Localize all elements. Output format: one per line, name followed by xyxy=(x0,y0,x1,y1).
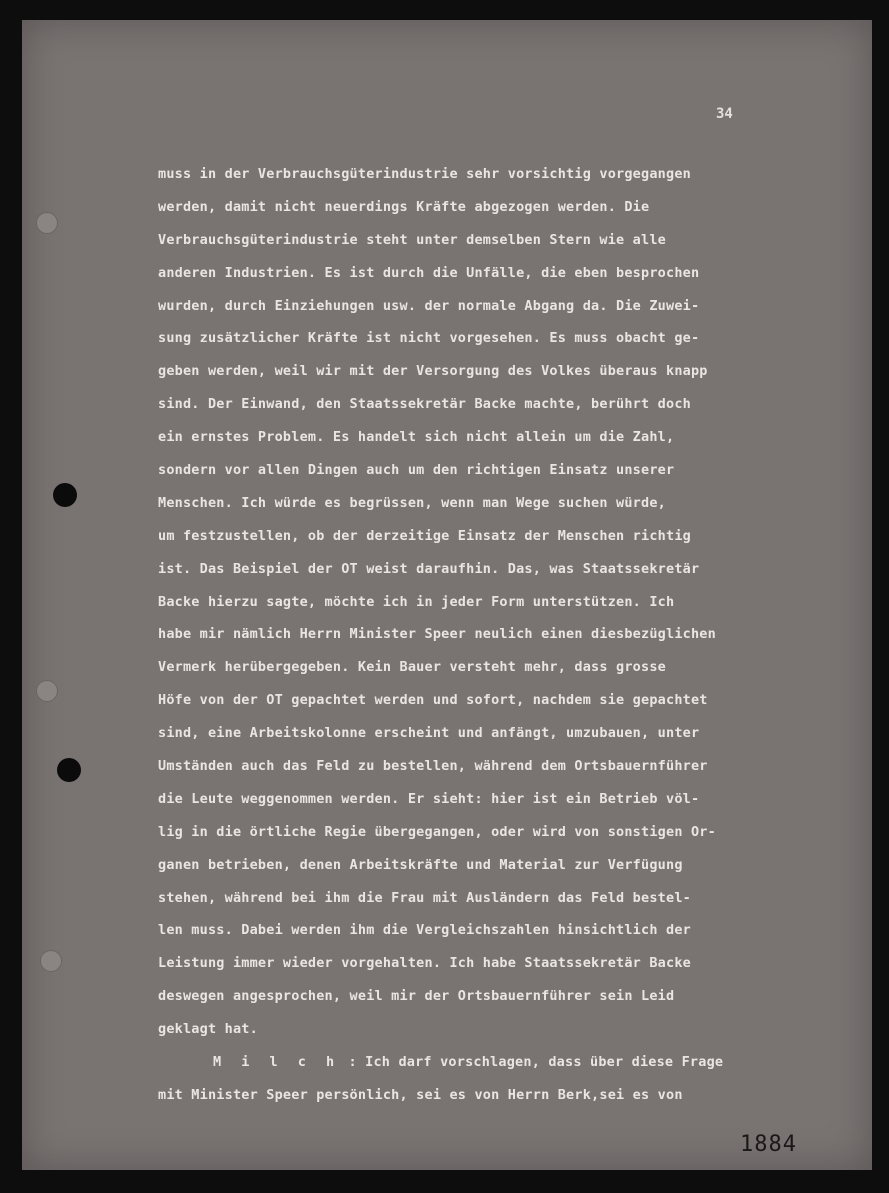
speaker-text: Ich darf vorschlagen, dass über diese Frage xyxy=(365,1054,724,1071)
text-line: ein ernstes Problem. Es handelt sich nicht allein um die Zahl, xyxy=(158,429,675,446)
text-line: Backe hierzu sagte, möchte ich in jeder Form unterstützen. Ich xyxy=(158,593,675,610)
text-line: Verbrauchsgüterindustrie steht unter demselben Stern wie alle xyxy=(158,231,666,248)
text-line: ist. Das Beispiel der OT weist daraufhin. Das, was Staatssekretär xyxy=(158,560,700,577)
text-line: sind, eine Arbeitskolonne erscheint und anfängt, umzubauen, unter xyxy=(158,725,700,742)
text-line: Umständen auch das Feld zu bestellen, während dem Ortsbauernführer xyxy=(158,758,708,775)
text-line: Vermerk herübergegeben. Kein Bauer versteht mehr, dass grosse xyxy=(158,659,666,676)
text-line: um festzustellen, ob der derzeitige Einsatz der Menschen richtig xyxy=(158,527,691,544)
text-line: sind. Der Einwand, den Staatssekretär Backe machte, berührt doch xyxy=(158,396,691,413)
text-line: habe mir nämlich Herrn Minister Speer neulich einen diesbezüglichen xyxy=(158,626,716,643)
text-line: Menschen. Ich würde es begrüssen, wenn man Wege suchen würde, xyxy=(158,494,666,511)
text-line: Höfe von der OT gepachtet werden und sofort, nachdem sie gepachtet xyxy=(158,692,708,709)
text-line: geben werden, weil wir mit der Versorgung des Volkes überaus knapp xyxy=(158,363,708,380)
text-line: deswegen angesprochen, weil mir der Ortsbauernführer sein Leid xyxy=(158,988,675,1005)
text-line: anderen Industrien. Es ist durch die Unfälle, die eben besprochen xyxy=(158,264,700,281)
speaker-line xyxy=(158,1046,848,1079)
punch-hole xyxy=(36,680,58,702)
punch-hole xyxy=(40,950,62,972)
archive-stamp-number: 1884 xyxy=(740,1132,797,1157)
text-line: stehen, während bei ihm die Frau mit Ausländern das Feld bestel- xyxy=(158,889,691,906)
text-line: die Leute weggenommen werden. Er sieht: hier ist ein Betrieb völ- xyxy=(158,790,700,807)
text-line: werden, damit nicht neuerdings Kräfte abgezogen werden. Die xyxy=(158,198,650,215)
text-line: Leistung immer wieder vorgehalten. Ich habe Staatssekretär Backe xyxy=(158,955,691,972)
punch-hole xyxy=(57,758,81,782)
text-line: sung zusätzlicher Kräfte ist nicht vorgesehen. Es muss obacht ge- xyxy=(158,330,700,347)
speaker-separator: : xyxy=(340,1054,366,1071)
text-line: geklagt hat. xyxy=(158,1021,258,1038)
text-line: lig in die örtliche Regie übergegangen, oder wird von sonstigen Or- xyxy=(158,823,716,840)
punch-hole xyxy=(36,212,58,234)
text-line: ganen betrieben, denen Arbeitskräfte und Material zur Verfügung xyxy=(158,856,683,873)
text-line: muss in der Verbrauchsgüterindustrie sehr vorsichtig vorgegangen xyxy=(158,166,691,182)
text-line: mit Minister Speer persönlich, sei es von Herrn Berk,sei es von xyxy=(158,1086,683,1103)
typed-text-body xyxy=(158,158,848,1112)
text-line: sondern vor allen Dingen auch um den richtigen Einsatz unserer xyxy=(158,462,675,479)
punch-hole xyxy=(53,483,77,507)
text-line: wurden, durch Einziehungen usw. der normale Abgang da. Die Zuwei- xyxy=(158,297,700,314)
speaker-name: M i l c h xyxy=(213,1054,341,1071)
text-line: len muss. Dabei werden ihm die Vergleichszahlen hinsichtlich der xyxy=(158,922,691,939)
document-page xyxy=(22,20,872,1170)
page-number: 34 xyxy=(716,106,733,122)
